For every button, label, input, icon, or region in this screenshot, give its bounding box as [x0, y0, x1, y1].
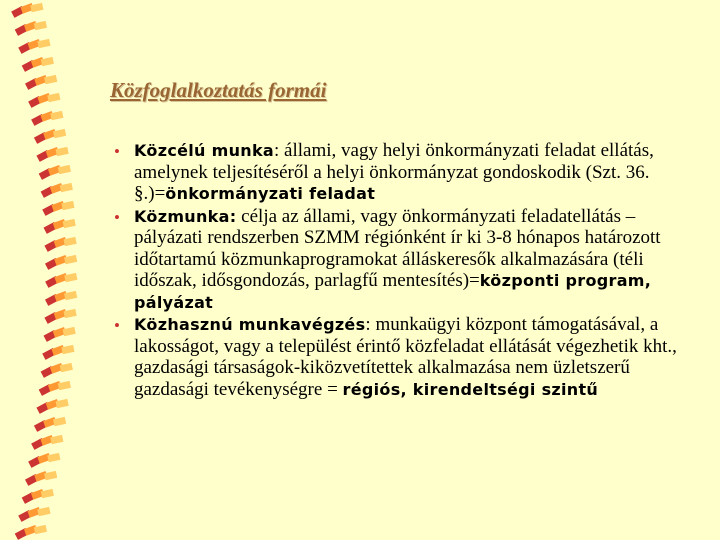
- spiral-ring: [36, 399, 68, 414]
- spiral-ring: [15, 21, 47, 36]
- spiral-ring: [34, 129, 66, 144]
- slide-content: [108, 140, 708, 401]
- spiral-ring: [18, 39, 50, 54]
- item-term: Közmunka:: [134, 206, 237, 226]
- spiral-ring: [41, 363, 73, 378]
- bullet-icon: •: [114, 316, 120, 335]
- spiral-ring: [11, 3, 43, 18]
- spiral-ring: [42, 345, 74, 360]
- bullet-list: [108, 140, 708, 400]
- spiral-ring: [31, 435, 63, 450]
- item-emphasis: önkormányzati feladat: [165, 184, 376, 203]
- spiral-ring: [25, 75, 57, 90]
- item-term: Közhasznú munkavégzés: [134, 315, 366, 334]
- spiral-ring: [45, 255, 77, 270]
- spiral-ring: [42, 201, 74, 216]
- item-text: : munkaügyi központ támogatásával, a lakosságot, vagy a települést érintő közfeladat ellátását végezhetik kht., gazdasági társaságok-kiközvetítettek alkalmazása nem üzletszerű gazdasági tevékenységre =: [134, 314, 677, 400]
- item-emphasis: régiós, kirendeltségi szintű: [342, 379, 599, 399]
- spiral-ring: [18, 507, 50, 522]
- spiral-ring: [36, 147, 68, 162]
- spiral-ring: [22, 57, 54, 72]
- spiral-ring: [28, 93, 60, 108]
- spiral-ring: [45, 273, 77, 288]
- item-emphasis: központi program, pályázat: [134, 271, 652, 312]
- spiral-ring: [45, 291, 77, 306]
- spiral-ring: [15, 525, 47, 540]
- item-text: : állami, vagy helyi önkormányzati feladat ellátás, amelynek teljesítéséről a helyi önkormányzat gondoskodik (Szt. 36. §.)=: [134, 140, 654, 204]
- spiral-ring: [34, 417, 66, 432]
- spiral-ring: [39, 381, 71, 396]
- list-item: [108, 206, 708, 314]
- spiral-ring: [44, 327, 76, 342]
- spiral-ring: [39, 165, 71, 180]
- bullet-icon: •: [114, 207, 120, 227]
- spiral-ring: [41, 183, 73, 198]
- bullet-icon: •: [114, 142, 120, 161]
- spiral-ring: [31, 111, 63, 126]
- list-item: [108, 314, 708, 400]
- spiral-ring: [44, 237, 76, 252]
- item-term: Közcélú munka: [134, 141, 274, 160]
- spiral-border-decoration: [0, 0, 96, 540]
- slide-title: Közfoglalkoztatás formái: [110, 78, 327, 102]
- list-item: [108, 140, 708, 205]
- spiral-ring: [44, 309, 76, 324]
- spiral-ring: [25, 471, 57, 486]
- spiral-ring: [22, 489, 54, 504]
- spiral-ring: [44, 219, 76, 234]
- item-text: célja az állami, vagy önkormányzati feladatellátás – pályázati rendszerben SZMM régiónként ír ki 3-8 hónapos határozott időtartamú közmunkaprogramokat álláskeresők alkalmazására (téli időszak, idősgondozás, parlagfű mentesítés)=: [134, 205, 661, 291]
- spiral-ring: [28, 453, 60, 468]
